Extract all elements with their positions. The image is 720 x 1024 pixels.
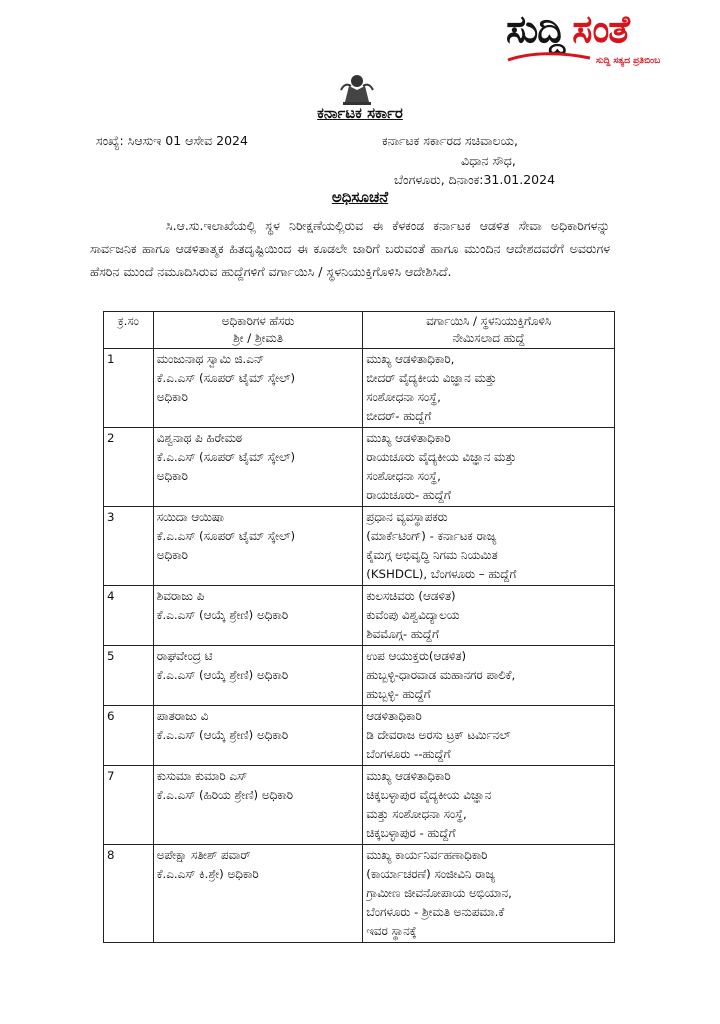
cell-posted-to [363, 428, 615, 507]
posted-to-line: ರಾಯಚೂರು ವೈದ್ಯಕೀಯ ವಿಜ್ಞಾನ ಮತ್ತು [366, 450, 517, 464]
posted-to-line: ಹುಬ್ಬಳ್ಳಿ- ಹುದ್ದೆಗೆ [366, 687, 431, 701]
officer-name-line: ವಿಶ್ವನಾಥ ಪಿ ಹಿರೇಮಠ [156, 431, 243, 445]
posted-to-line: ಬೆಂಗಳೂರು - ಶ್ರೀಮತಿ ಅನುಪಮಾ.ಕೆ [366, 905, 505, 919]
government-title: ಕರ್ನಾಟಕ ಸರ್ಕಾರ [317, 104, 403, 122]
table-row [104, 845, 615, 943]
cell-posted-to [363, 766, 615, 845]
cell-serial-no: 5 [104, 646, 154, 706]
posted-to-line: ಕುಲಸಚಿವರು (ಆಡಳಿತ) [366, 589, 456, 603]
table-row [104, 706, 615, 766]
table-row [104, 586, 615, 646]
posted-to-line: ಬೆಂಗಳೂರು --ಹುದ್ದೆಗೆ [366, 747, 451, 761]
address-line-2: ವಿಧಾನ ಸೌಧ, [461, 153, 516, 168]
cell-officer-name [153, 507, 362, 586]
table-header-row [104, 312, 615, 349]
posted-to-line: ಪ್ರಧಾನ ವ್ಯವಸ್ಥಾಪಕರು [366, 510, 448, 524]
posted-to-line: ಡಿ ದೇವರಾಜ ಅರಸು ಟ್ರಕ್ ಟರ್ಮಿನಲ್ [366, 728, 511, 742]
posted-to-line: ಹುಬ್ಬಳ್ಳಿ-ಧಾರವಾಡ ಮಹಾನಗರ ಪಾಲಿಕೆ, [366, 668, 516, 682]
cell-posted-to [363, 845, 615, 943]
officers-table [103, 311, 615, 943]
posted-to-line: ಶಿವಮೊಗ್ಗ- ಹುದ್ದೆಗೆ [366, 627, 439, 641]
notification-body: ಸಿ.ಆ.ಸು.ಇಲಾಖೆಯಲ್ಲಿ ಸ್ಥಳ ನಿರೀಕ್ಷಣೆಯಲ್ಲಿರುವ ಈ ಕೆಳಕಂಡ ಕರ್ನಾಟಕ ಆಡಳಿತ ಸೇವಾ ಅಧಿಕಾರಿಗಳನ್ನು ಸಾರ್ವಜನಿಕ ಹಾಗೂ ಆಡಳಿತಾತ್ಮಕ ಹಿತದೃಷ್ಟಿಯಿಂದ ಈ ಕೂಡಲೇ ಜಾರಿಗೆ ಬರುವಂತೆ ಹಾಗೂ ಮುಂದಿನ ಆದೇಶದವರೆಗೆ ಅವರುಗಳ ಹೆಸರಿನ ಮುಂದೆ ನಮೂದಿಸಿರುವ ಹುದ್ದೆಗಳಿಗೆ ವರ್ಗಾಯಿಸಿ / ಸ್ಥಳನಿಯುಕ್ತಿಗೊಳಿಸಿ ಆದೇಶಿಸಿದೆ. [90, 218, 610, 279]
cell-posted-to [363, 706, 615, 766]
posted-to-line: ಉಪ ಆಯುಕ್ತರು(ಆಡಳಿತ) [366, 649, 467, 663]
order-number: ಸಂಖ್ಯೆ: ಸಿಆಸುಇ 01 ಆಸೇವ 2024 [96, 133, 248, 148]
cell-serial-no: 4 [104, 586, 154, 646]
posted-to-line: ಮುಖ್ಯ ಕಾರ್ಯನಿರ್ವಹಣಾಧಿಕಾರಿ [366, 848, 488, 862]
posted-to-line: ಕೈಮಗ್ಗ ಅಭಿವೃದ್ಧಿ ನಿಗಮ ನಿಯಮಿತ [366, 548, 498, 562]
posted-to-line: ಸಂಶೋಧನಾ ಸಂಸ್ಥೆ, [366, 390, 441, 404]
brand-swoosh-icon [506, 50, 592, 64]
posted-to-line: ಕುವೆಂಪು ವಿಶ್ವವಿದ್ಯಾಲಯ [366, 608, 460, 622]
table-row [104, 766, 615, 845]
table-row [104, 349, 615, 428]
table-row [104, 428, 615, 507]
cell-officer-name [153, 706, 362, 766]
cell-officer-name [153, 349, 362, 428]
cell-posted-to [363, 646, 615, 706]
posted-to-line: (ಮಾರ್ಕೆಟಿಂಗ್) - ಕರ್ನಾಟಕ ರಾಜ್ಯ [366, 529, 497, 543]
officer-name-line: ಶಿವರಾಜು ಪಿ [156, 589, 205, 603]
posted-to-line: (KSHDCL), ಬೆಂಗಳೂರು – ಹುದ್ದೆಗೆ [366, 567, 517, 581]
address-date-line: ಬೆಂಗಳೂರು, ದಿನಾಂಕ:31.01.2024 [394, 172, 556, 187]
table-row [104, 646, 615, 706]
brand-word-2: ಸಂತೆ [572, 7, 629, 51]
brand-logo [506, 6, 712, 78]
posted-to-line: ಆಡಳಿತಾಧಿಕಾರಿ [366, 709, 422, 723]
officer-name-line: ಅಧಿಕಾರಿ [156, 390, 188, 404]
header-officer-name: ಅಧಿಕಾರಿಗಳ ಹೆಸರು ಶ್ರೀ / ಶ್ರೀಮತಿ [153, 312, 362, 349]
cell-serial-no: 6 [104, 706, 154, 766]
officer-name-line: ಅಧಿಕಾರಿ [156, 469, 188, 483]
posted-to-line: ಮುಖ್ಯ ಆಡಳಿತಾಧಿಕಾರಿ [366, 769, 451, 783]
posted-to-line: ಸಂಶೋಧನಾ ಸಂಸ್ಥೆ, [366, 469, 441, 483]
posted-to-line: ಚಿಕ್ಕಬಳ್ಳಾಪುರ ವೈದ್ಯಕೀಯ ವಿಜ್ಞಾನ [366, 788, 492, 802]
brand-word-1: ಸುದ್ದಿ [506, 7, 565, 51]
cell-officer-name [153, 428, 362, 507]
posted-to-line: (ಕಾರ್ಯಾಚರಣೆ) ಸಂಜೀವಿನಿ ರಾಜ್ಯ [366, 867, 496, 881]
brand-wordmark [506, 6, 712, 52]
officer-name-line: ಪಾತರಾಜು ವಿ [156, 709, 209, 723]
officer-name-line: ರಾಘವೇಂದ್ರ ಟಿ [156, 649, 213, 663]
officer-name-line: ಕೆ.ಎ.ಎಸ್ (ಸೂಪರ್ ಟೈಮ್ ಸ್ಕೇಲ್) [156, 371, 296, 385]
cell-serial-no: 3 [104, 507, 154, 586]
cell-serial-no: 1 [104, 349, 154, 428]
posted-to-line: ಮತ್ತು ಸಂಶೋಧನಾ ಸಂಸ್ಥೆ, [366, 807, 467, 821]
address-line-1: ಕರ್ನಾಟಕ ಸರ್ಕಾರದ ಸಚಿವಾಲಯ, [382, 133, 518, 148]
table-row [104, 507, 615, 586]
officer-name-line: ಕೆ.ಎ.ಎಸ್ (ಸೂಪರ್ ಟೈಮ್ ಸ್ಕೇಲ್) [156, 529, 296, 543]
officer-name-line: ಸಯಿದಾ ಆಯಿಷಾ [156, 510, 224, 524]
officer-name-line: ಮಂಜುನಾಥ ಸ್ವಾಮಿ ಜಿ.ಎನ್ [156, 352, 265, 366]
officer-name-line: ಕೆ.ಎ.ಎಸ್ (ಆಯ್ಕೆ ಶ್ರೇಣಿ) ಅಧಿಕಾರಿ [156, 728, 289, 742]
notification-title: ಅಧಿಸೂಚನೆ [331, 188, 389, 206]
cell-serial-no: 2 [104, 428, 154, 507]
posted-to-line: ಬೀದರ್- ಹುದ್ದೆಗೆ [366, 409, 432, 423]
posted-to-line: ಬೀದರ್ ವೈದ್ಯಕೀಯ ವಿಜ್ಞಾನ ಮತ್ತು [366, 371, 497, 385]
officer-name-line: ಕೆ.ಎ.ಎಸ್ (ಹಿರಿಯ ಶ್ರೇಣಿ) ಅಧಿಕಾರಿ [156, 788, 293, 802]
header-posted-to: ವರ್ಗಾಯಿಸಿ / ಸ್ಥಳನಿಯುಕ್ತಿಗೊಳಿಸಿ ನೇಮಿಸಲಾದ ಹುದ್ದೆ [363, 312, 615, 349]
cell-posted-to [363, 507, 615, 586]
posted-to-line: ರಾಯಚೂರು- ಹುದ್ದೆಗೆ [366, 488, 451, 502]
header-serial-no: ಕ್ರ.ಸಂ [104, 312, 154, 349]
posted-to-line: ಮುಖ್ಯ ಆಡಳಿತಾಧಿಕಾರಿ, [366, 352, 455, 366]
officer-name-line: ಕೆ.ಎ.ಎಸ್ (ಸೂಪರ್ ಟೈಮ್ ಸ್ಕೇಲ್) [156, 450, 296, 464]
cell-officer-name [153, 845, 362, 943]
cell-serial-no: 8 [104, 845, 154, 943]
officer-name-line: ಅಧಿಕಾರಿ [156, 548, 188, 562]
table-body [104, 349, 615, 943]
state-emblem-icon [337, 72, 377, 106]
posted-to-line: ಚಿಕ್ಕಬಳ್ಳಾಪುರ - ಹುದ್ದೆಗೆ [366, 826, 456, 840]
officer-name-line: ಕೆ.ಎ.ಎಸ್ (ಆಯ್ಕೆ ಶ್ರೇಣಿ) ಅಧಿಕಾರಿ [156, 668, 289, 682]
posted-to-line: ಮುಖ್ಯ ಆಡಳಿತಾಧಿಕಾರಿ [366, 431, 451, 445]
officer-name-line: ಕೆ.ಎ.ಎಸ್ (ಆಯ್ಕೆ ಶ್ರೇಣಿ) ಅಧಿಕಾರಿ [156, 608, 289, 622]
officer-name-line: ಕುಸುಮಾ ಕುಮಾರಿ ಎಸ್ [156, 769, 248, 783]
cell-officer-name [153, 766, 362, 845]
brand-tagline: ಸುದ್ದಿ ಸತ್ಯದ ಪ್ರತಿಬಿಂಬ [596, 56, 661, 66]
cell-posted-to [363, 349, 615, 428]
cell-serial-no: 7 [104, 766, 154, 845]
cell-officer-name [153, 646, 362, 706]
officer-name-line: ಅಪೇಕ್ಷಾ ಸತೀಶ್ ಪವಾರ್ [156, 848, 251, 862]
cell-posted-to [363, 586, 615, 646]
officer-name-line: ಕೆ.ಎ.ಎಸ್ ಕಿ.ಶ್ರೇ) ಅಧಿಕಾರಿ [156, 867, 259, 881]
posted-to-line: ಇವರ ಸ್ಥಾನಕ್ಕೆ [366, 924, 417, 938]
cell-officer-name [153, 586, 362, 646]
posted-to-line: ಗ್ರಾಮೀಣ ಜೀವನೋಪಾಯ ಅಭಿಯಾನ, [366, 886, 512, 900]
